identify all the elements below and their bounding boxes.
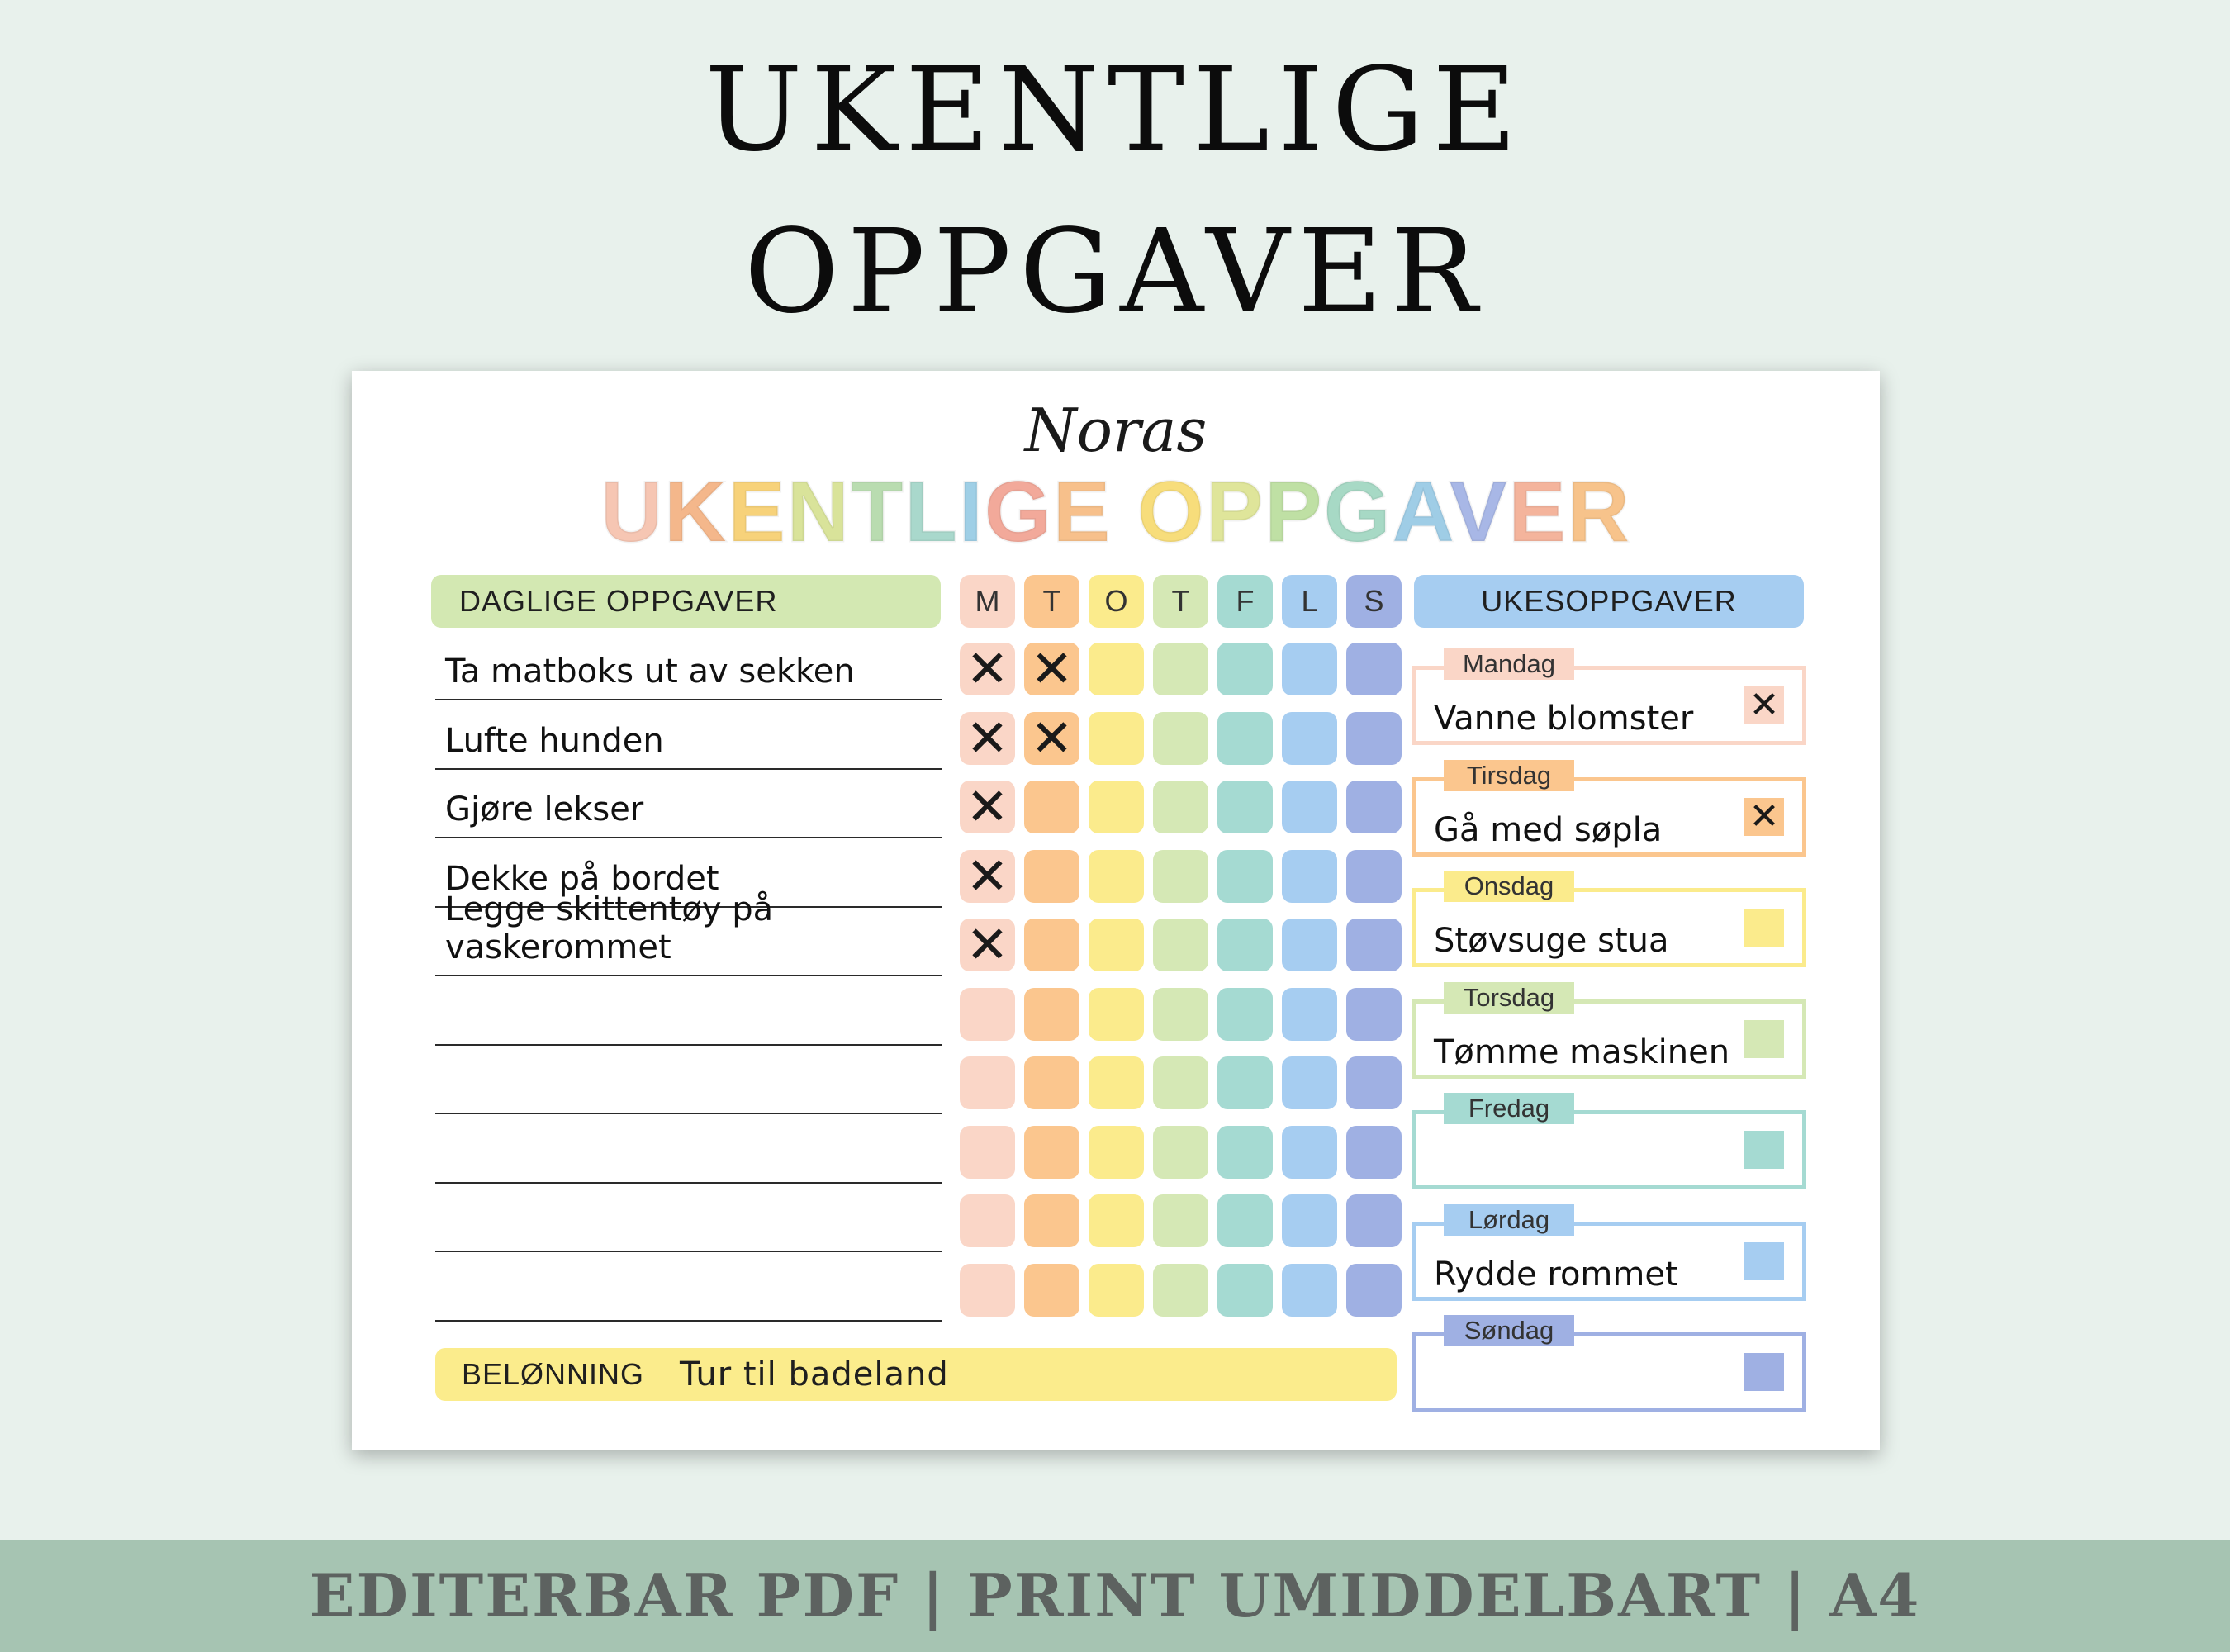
daily-checkbox[interactable] xyxy=(1217,1126,1273,1179)
daily-checkbox[interactable] xyxy=(1089,643,1144,695)
daily-task-text: Legge skittentøy på vaskerommet xyxy=(445,890,774,966)
chart-title-letter: P xyxy=(1264,464,1324,560)
daily-checkbox[interactable] xyxy=(1153,781,1208,833)
owner-name: Noras xyxy=(1024,396,1208,465)
daily-checkbox[interactable] xyxy=(1153,919,1208,971)
weekly-day-label: Tirsdag xyxy=(1444,760,1574,791)
daily-task-row[interactable] xyxy=(435,629,942,700)
daily-checkbox[interactable] xyxy=(1346,988,1402,1041)
weekly-day-label: Lørdag xyxy=(1444,1204,1574,1236)
chart-title-letter: I xyxy=(958,464,985,560)
daily-task-text: Ta matboks ut av sekken xyxy=(445,653,855,691)
weekly-tasks-header xyxy=(1414,575,1804,628)
daily-checkbox[interactable] xyxy=(1217,712,1273,765)
daily-checkbox[interactable] xyxy=(1153,850,1208,903)
daily-checkbox[interactable] xyxy=(1346,919,1402,971)
reward-label: BELØNNING xyxy=(462,1357,645,1391)
daily-checkbox[interactable] xyxy=(960,1194,1015,1247)
daily-task-row[interactable] xyxy=(435,890,942,976)
check-x-icon: ✕ xyxy=(966,776,1009,837)
daily-task-row[interactable] xyxy=(435,699,942,770)
daily-tasks-header xyxy=(431,575,941,628)
weekly-task-box[interactable] xyxy=(1412,760,1806,857)
weekly-day-label: Søndag xyxy=(1444,1315,1574,1346)
chart-title-letter: G xyxy=(984,464,1053,560)
daily-checkbox[interactable] xyxy=(1346,1264,1402,1317)
weekly-checkbox[interactable] xyxy=(1744,909,1784,947)
check-x-icon: ✕ xyxy=(966,638,1009,699)
daily-checkbox[interactable] xyxy=(1153,1264,1208,1317)
weekly-task-text: Vanne blomster xyxy=(1434,700,1694,738)
chart-title-letter: L xyxy=(904,464,959,560)
daily-checkbox[interactable] xyxy=(1089,781,1144,833)
daily-checkbox[interactable] xyxy=(1217,643,1273,695)
chart-title-letter: A xyxy=(1392,464,1450,560)
daily-checkbox[interactable] xyxy=(960,1056,1015,1109)
daily-checkbox[interactable] xyxy=(1346,712,1402,765)
daily-checkbox[interactable] xyxy=(1282,850,1337,903)
daily-checkbox[interactable] xyxy=(1346,1194,1402,1247)
day-header-2: O xyxy=(1089,575,1144,628)
daily-task-text: Gjøre lekser xyxy=(445,790,644,828)
daily-task-row[interactable] xyxy=(435,1043,942,1114)
daily-checkbox[interactable] xyxy=(1282,1194,1337,1247)
check-x-icon: ✕ xyxy=(966,845,1009,906)
daily-checkbox[interactable] xyxy=(1346,643,1402,695)
daily-checkbox[interactable] xyxy=(960,1264,1015,1317)
daily-checkbox[interactable] xyxy=(1346,1056,1402,1109)
daily-checkbox[interactable] xyxy=(1089,919,1144,971)
chart-title-letter: E xyxy=(728,464,787,560)
daily-checkbox[interactable] xyxy=(1217,1264,1273,1317)
reward-value[interactable]: Tur til badeland xyxy=(680,1355,949,1393)
daily-checkbox[interactable] xyxy=(1024,1194,1079,1247)
day-header-4: F xyxy=(1217,575,1273,628)
chart-title-letter: V xyxy=(1449,464,1509,560)
weekly-day-label: Onsdag xyxy=(1444,871,1574,902)
chart-title-letter: K xyxy=(664,464,728,560)
daily-checkbox[interactable] xyxy=(1089,1126,1144,1179)
chart-title-letter xyxy=(1112,464,1137,560)
weekly-task-text: Støvsuge stua xyxy=(1434,922,1669,960)
daily-checkbox[interactable] xyxy=(1282,1264,1337,1317)
weekly-tasks-header-label: UKESOPPGAVER xyxy=(1481,584,1737,618)
check-x-icon: ✕ xyxy=(1748,685,1780,725)
heading-line-1: UKENTLIGE xyxy=(705,43,1525,178)
daily-checkbox[interactable] xyxy=(960,776,1015,837)
chart-title-letter: G xyxy=(1323,464,1393,560)
daily-checkbox[interactable] xyxy=(1282,781,1337,833)
daily-task-row[interactable] xyxy=(435,1181,942,1252)
weekly-checkbox[interactable] xyxy=(1744,686,1784,724)
daily-checkbox[interactable] xyxy=(1153,1126,1208,1179)
chart-title-letter: E xyxy=(1052,464,1113,560)
weekly-task-box[interactable] xyxy=(1412,1094,1806,1189)
daily-checkbox[interactable] xyxy=(960,845,1015,906)
daily-checkbox[interactable] xyxy=(1024,919,1079,971)
weekly-task-box[interactable] xyxy=(1412,1204,1806,1301)
daily-checkbox[interactable] xyxy=(1024,781,1079,833)
daily-task-row[interactable] xyxy=(435,767,942,838)
weekly-day-label: Torsdag xyxy=(1444,982,1574,1014)
weekly-checkbox[interactable] xyxy=(1744,1131,1784,1169)
daily-checkbox[interactable] xyxy=(1217,1056,1273,1109)
daily-checkbox[interactable] xyxy=(1089,988,1144,1041)
reward-bar xyxy=(435,1348,1397,1401)
check-x-icon: ✕ xyxy=(1030,707,1074,768)
daily-checkbox[interactable] xyxy=(1024,850,1079,903)
daily-checkbox[interactable] xyxy=(1089,1194,1144,1247)
day-header-6: S xyxy=(1346,575,1402,628)
chart-title-letter: E xyxy=(1508,464,1568,560)
daily-checkbox[interactable] xyxy=(1024,1056,1079,1109)
day-header-3: T xyxy=(1153,575,1208,628)
daily-task-text: Lufte hunden xyxy=(445,721,664,760)
day-header-1: T xyxy=(1024,575,1079,628)
daily-checkbox[interactable] xyxy=(1024,988,1079,1041)
weekly-task-box[interactable] xyxy=(1412,871,1806,967)
daily-checkbox[interactable] xyxy=(1282,919,1337,971)
daily-checkbox[interactable] xyxy=(1217,781,1273,833)
weekly-day-label: Fredag xyxy=(1444,1093,1574,1124)
daily-checkbox[interactable] xyxy=(1217,1194,1273,1247)
daily-checkbox[interactable] xyxy=(1282,643,1337,695)
daily-checkbox[interactable] xyxy=(1153,1056,1208,1109)
weekly-checkbox[interactable] xyxy=(1744,1353,1784,1391)
weekly-day-label: Mandag xyxy=(1444,648,1574,680)
page-heading xyxy=(0,30,2230,354)
daily-checkbox[interactable] xyxy=(1153,988,1208,1041)
daily-checkbox[interactable] xyxy=(960,638,1015,699)
daily-checkbox[interactable] xyxy=(1024,638,1079,699)
chart-title-letter: R xyxy=(1567,464,1631,560)
check-x-icon: ✕ xyxy=(966,914,1009,975)
daily-task-row[interactable] xyxy=(435,975,942,1046)
daily-checkbox[interactable] xyxy=(1024,707,1079,768)
daily-checkbox[interactable] xyxy=(1282,1126,1337,1179)
heading-line-2: OPPGAVER xyxy=(744,205,1486,339)
day-header-5: L xyxy=(1282,575,1337,628)
daily-checkbox[interactable] xyxy=(1217,988,1273,1041)
daily-checkbox[interactable] xyxy=(1089,1264,1144,1317)
check-x-icon: ✕ xyxy=(1748,795,1780,837)
daily-checkbox[interactable] xyxy=(960,988,1015,1041)
daily-checkbox[interactable] xyxy=(1153,643,1208,695)
daily-checkbox[interactable] xyxy=(1282,1056,1337,1109)
chart-title-letter: U xyxy=(600,464,665,560)
daily-checkbox[interactable] xyxy=(960,1126,1015,1179)
daily-checkbox[interactable] xyxy=(960,707,1015,768)
daily-checkbox[interactable] xyxy=(1282,988,1337,1041)
daily-checkbox[interactable] xyxy=(1024,1264,1079,1317)
daily-checkbox[interactable] xyxy=(1024,1126,1079,1179)
chart-title-letter: N xyxy=(786,464,851,560)
daily-checkbox[interactable] xyxy=(1089,850,1144,903)
format-banner: EDITERBAR PDF | PRINT UMIDDELBART | A4 xyxy=(0,1540,2230,1652)
chore-chart-sheet xyxy=(352,371,1880,1450)
daily-checkbox[interactable] xyxy=(1346,781,1402,833)
check-x-icon: ✕ xyxy=(1030,638,1074,699)
weekly-checkbox[interactable] xyxy=(1744,1020,1784,1058)
check-x-icon: ✕ xyxy=(966,707,1009,768)
chart-title-letter: P xyxy=(1205,464,1265,560)
daily-checkbox[interactable] xyxy=(960,914,1015,975)
daily-checkbox[interactable] xyxy=(1217,850,1273,903)
daily-checkbox[interactable] xyxy=(1153,712,1208,765)
chart-title-letter: T xyxy=(850,464,905,560)
weekly-task-box[interactable] xyxy=(1412,649,1806,745)
daily-checkbox[interactable] xyxy=(1282,712,1337,765)
weekly-task-text: Gå med søpla xyxy=(1434,810,1663,849)
daily-checkbox[interactable] xyxy=(1089,712,1144,765)
chart-title xyxy=(352,463,1880,562)
weekly-checkbox[interactable] xyxy=(1744,795,1784,837)
daily-checkbox[interactable] xyxy=(1346,1126,1402,1179)
daily-task-row[interactable] xyxy=(435,1113,942,1184)
weekly-task-text: Tømme maskinen xyxy=(1434,1032,1730,1071)
weekly-task-box[interactable] xyxy=(1412,982,1806,1079)
daily-checkbox[interactable] xyxy=(1346,850,1402,903)
chart-title-letter: O xyxy=(1137,464,1206,560)
daily-task-text: Dekke på bordet xyxy=(445,859,719,898)
weekly-task-box[interactable] xyxy=(1412,1316,1806,1412)
daily-tasks-header-label: DAGLIGE OPPGAVER xyxy=(459,584,778,618)
day-header-0: M xyxy=(960,575,1015,628)
daily-task-row[interactable] xyxy=(435,1251,942,1322)
daily-checkbox[interactable] xyxy=(1153,1194,1208,1247)
daily-checkbox[interactable] xyxy=(1089,1056,1144,1109)
daily-checkbox[interactable] xyxy=(1217,919,1273,971)
weekly-task-text: Rydde rommet xyxy=(1434,1255,1678,1294)
weekly-checkbox[interactable] xyxy=(1744,1242,1784,1280)
